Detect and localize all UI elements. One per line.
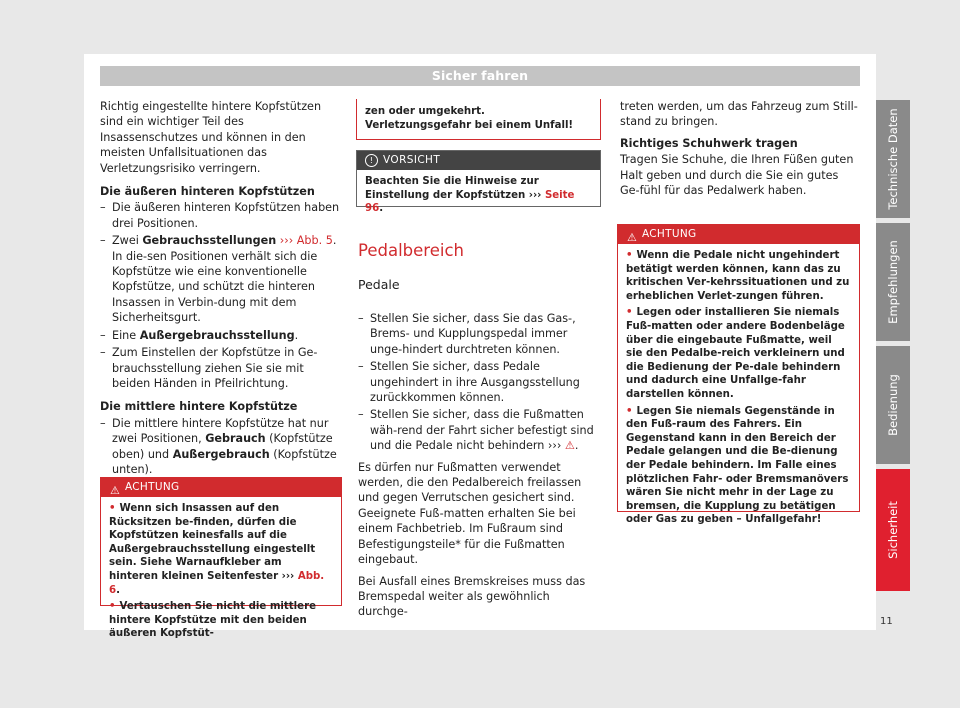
- warning-item: [626, 249, 851, 303]
- caution-box: [356, 150, 601, 215]
- heading-footwear: Richtiges Schuhwerk tragen: [620, 136, 798, 150]
- list-item: [100, 233, 340, 325]
- warning-item: [109, 502, 333, 597]
- pedal-list: [358, 311, 601, 454]
- header-title: Sicher fahren: [431, 68, 529, 83]
- list-item: [100, 416, 340, 478]
- text: Wenn die Pedale nicht ungehindert betätigt werden können, kann das zu kritischen Ver-kehrssituationen und zu erheblichen Verlet-zungen führen.: [626, 250, 850, 302]
- caution-header: [357, 151, 600, 170]
- figure-link[interactable]: Abb. 6: [109, 570, 325, 596]
- list-item: – Die äußeren hinteren Kopfstützen haben drei Positionen.: [100, 200, 340, 231]
- list-item: [100, 328, 340, 343]
- tab-label: Sicherheit: [886, 501, 900, 559]
- intro-paragraph: Richtig eingestellte hintere Kopfstützen sind ein wichtiger Teil des Insassenschutzes und können in den meisten Unfallsituationen das Verletzungsrisiko verringern.: [100, 100, 322, 175]
- warning-item: [626, 405, 851, 527]
- text: Stellen Sie sicher, dass die Fußmatten wäh-rend der Fahrt sicher befestigt sind und die Pedale nicht behindern ›››: [370, 408, 594, 453]
- heading-middle-headrest: Die mittlere hintere Kopfstütze: [100, 400, 298, 414]
- text: Legen oder installieren Sie niemals Fuß-matten oder andere Bodenbeläge über die eingebaute Fußmatte, weil sie den Pedalbe-reich verkleinern und die Bedienung der Pe-dale behindern und dadurch eine Unfallge-fahr darstellen können.: [626, 307, 845, 400]
- text: (Kopfstütze unten).: [112, 447, 337, 476]
- bullet-icon: •: [109, 601, 116, 613]
- caution-body: [357, 170, 600, 222]
- outer-headrest-list: [100, 200, 340, 391]
- info-circle-icon: !: [365, 154, 378, 167]
- page-link[interactable]: Seite 96: [365, 189, 575, 215]
- bold-term: Gebrauchsstellungen: [142, 234, 277, 248]
- warning-body: [101, 497, 341, 650]
- tab-label: Technische Daten: [886, 108, 900, 210]
- tab-bedienung[interactable]: [876, 346, 910, 464]
- tab-empfehlungen[interactable]: [876, 223, 910, 341]
- text: (Kopfstütze oben) und: [112, 432, 333, 461]
- bold-term: Außergebrauch: [172, 447, 270, 461]
- text: Wenn sich Insassen auf den Rücksitzen be-finden, dürfen die Kopfstützen keinesfalls auf die Außergebrauchsstellung eingestellt sein. Siehe Warnaufkleber am hinteren kleinen Seitenfester ›››: [109, 503, 316, 582]
- warning-header: [101, 478, 341, 497]
- warning-triangle-icon[interactable]: ⚠: [564, 439, 575, 453]
- page-number: 11: [880, 616, 893, 627]
- warning-title: ACHTUNG: [125, 481, 180, 493]
- middle-headrest-list: [100, 416, 340, 478]
- text: Legen Sie niemals Gegenstände in den Fuß-raum des Fahrers. Ein Gegenstand kann in den Bereich der Pedale gelangen und die Be-dienung der Pedale behindern. Im Falle eines plötzlichen Fahr- oder Bremsmanövers wären Sie nicht mehr in der Lage zu bremsen, die Kupplung zu betätigen oder Gas zu geben – Unfallgefahr!: [626, 405, 849, 526]
- text: . In die-sen Positionen verhält sich die Kopfstütze wie eine konventionelle Kopfstütze, und schützt die hinteren Insassen in Verbin-dung mit dem Sicherheitsgurt.: [112, 234, 337, 325]
- warning-continued-text: zen oder umgekehrt. Verletzungsgefahr bei einem Unfall!: [365, 106, 574, 131]
- bullet-icon: •: [626, 250, 633, 261]
- text: Eine: [112, 328, 140, 342]
- bullet-icon: •: [109, 503, 116, 514]
- column-middle: [358, 311, 601, 626]
- text: .: [116, 584, 120, 596]
- tab-label: Empfehlungen: [886, 240, 900, 324]
- caution-title: VORSICHT: [383, 154, 441, 166]
- bullet-icon: •: [626, 405, 633, 417]
- page-header: [100, 66, 860, 86]
- bold-term: Außergebrauchsstellung: [139, 328, 295, 342]
- bullet-icon: •: [626, 307, 633, 319]
- text: .: [294, 328, 299, 342]
- warning-item: [626, 306, 851, 401]
- section-title: Pedalbereich: [358, 241, 464, 260]
- ref-arrows: ›››: [276, 234, 297, 248]
- warning-triangle-icon: ⚠: [110, 484, 121, 497]
- bold-term: Gebrauch: [205, 432, 266, 446]
- warning-body: [618, 244, 859, 536]
- warning-box-pedals: [617, 224, 860, 526]
- warning-header: [618, 225, 859, 244]
- warning-triangle-icon: ⚠: [627, 231, 638, 244]
- column-right: [620, 99, 860, 204]
- text: .: [379, 203, 384, 215]
- text: Zwei: [112, 234, 143, 248]
- warning-title: ACHTUNG: [642, 228, 697, 240]
- tab-label: Bedienung: [886, 374, 900, 436]
- list-item: – Stellen Sie sicher, dass die Fußmatten wäh-rend der Fahrt sicher befestigt sind und die Pedale nicht behindern ››› ⚠.: [358, 407, 601, 453]
- list-item: – Stellen Sie sicher, dass Pedale ungehindert in ihre Ausgangsstellung zurückkommen können.: [358, 359, 601, 405]
- text: Vertauschen Sie nicht die mittlere hintere Kopfstütze mit den beiden äußeren Kopfstüt-: [109, 601, 316, 640]
- warning-box-headrest: [100, 477, 342, 640]
- text: Beachten Sie die Hinweise zur Einstellung der Kopfstützen ›››: [365, 176, 545, 201]
- figure-link[interactable]: Abb. 5: [296, 234, 333, 248]
- list-item: – Zum Einstellen der Kopfstütze in Ge-brauchsstellung ziehen Sie sie mit beiden Händen in Pfeilrichtung.: [100, 345, 340, 391]
- column-left: [100, 99, 340, 483]
- tab-sicherheit[interactable]: [876, 469, 910, 591]
- heading-outer-headrests: Die äußeren hinteren Kopfstützen: [100, 185, 315, 199]
- tab-technische-daten[interactable]: [876, 100, 910, 218]
- paragraph: Tragen Sie Schuhe, die Ihren Füßen guten Halt geben und durch die Sie ein gutes Ge-fühl für das Pedalwerk haben.: [620, 153, 854, 198]
- warning-box-continued: [356, 99, 601, 140]
- warning-item: [109, 600, 333, 641]
- paragraph: Bei Ausfall eines Bremskreises muss das Bremspedal weiter als gewöhnlich durchge-: [358, 574, 586, 619]
- paragraph: Es dürfen nur Fußmatten verwendet werden, die den Pedalbereich freilassen und gegen Verrutschen gesichert sind. Geeignete Fuß-matten erhalten Sie bei einem Fachbetrieb. Im Fußraum sind Befestigungsteile* für die Fußmatten eingebaut.: [358, 460, 582, 567]
- paragraph: treten werden, um das Fahrzeug zum Still-stand zu bringen.: [620, 100, 858, 129]
- text: Die mittlere hintere Kopfstütze hat nur zwei Positionen,: [112, 416, 329, 446]
- list-item: – Stellen Sie sicher, dass Sie das Gas-, Brems- und Kupplungspedal immer unge-hindert durchtreten können.: [358, 311, 601, 357]
- section-subtitle: Pedale: [358, 277, 400, 292]
